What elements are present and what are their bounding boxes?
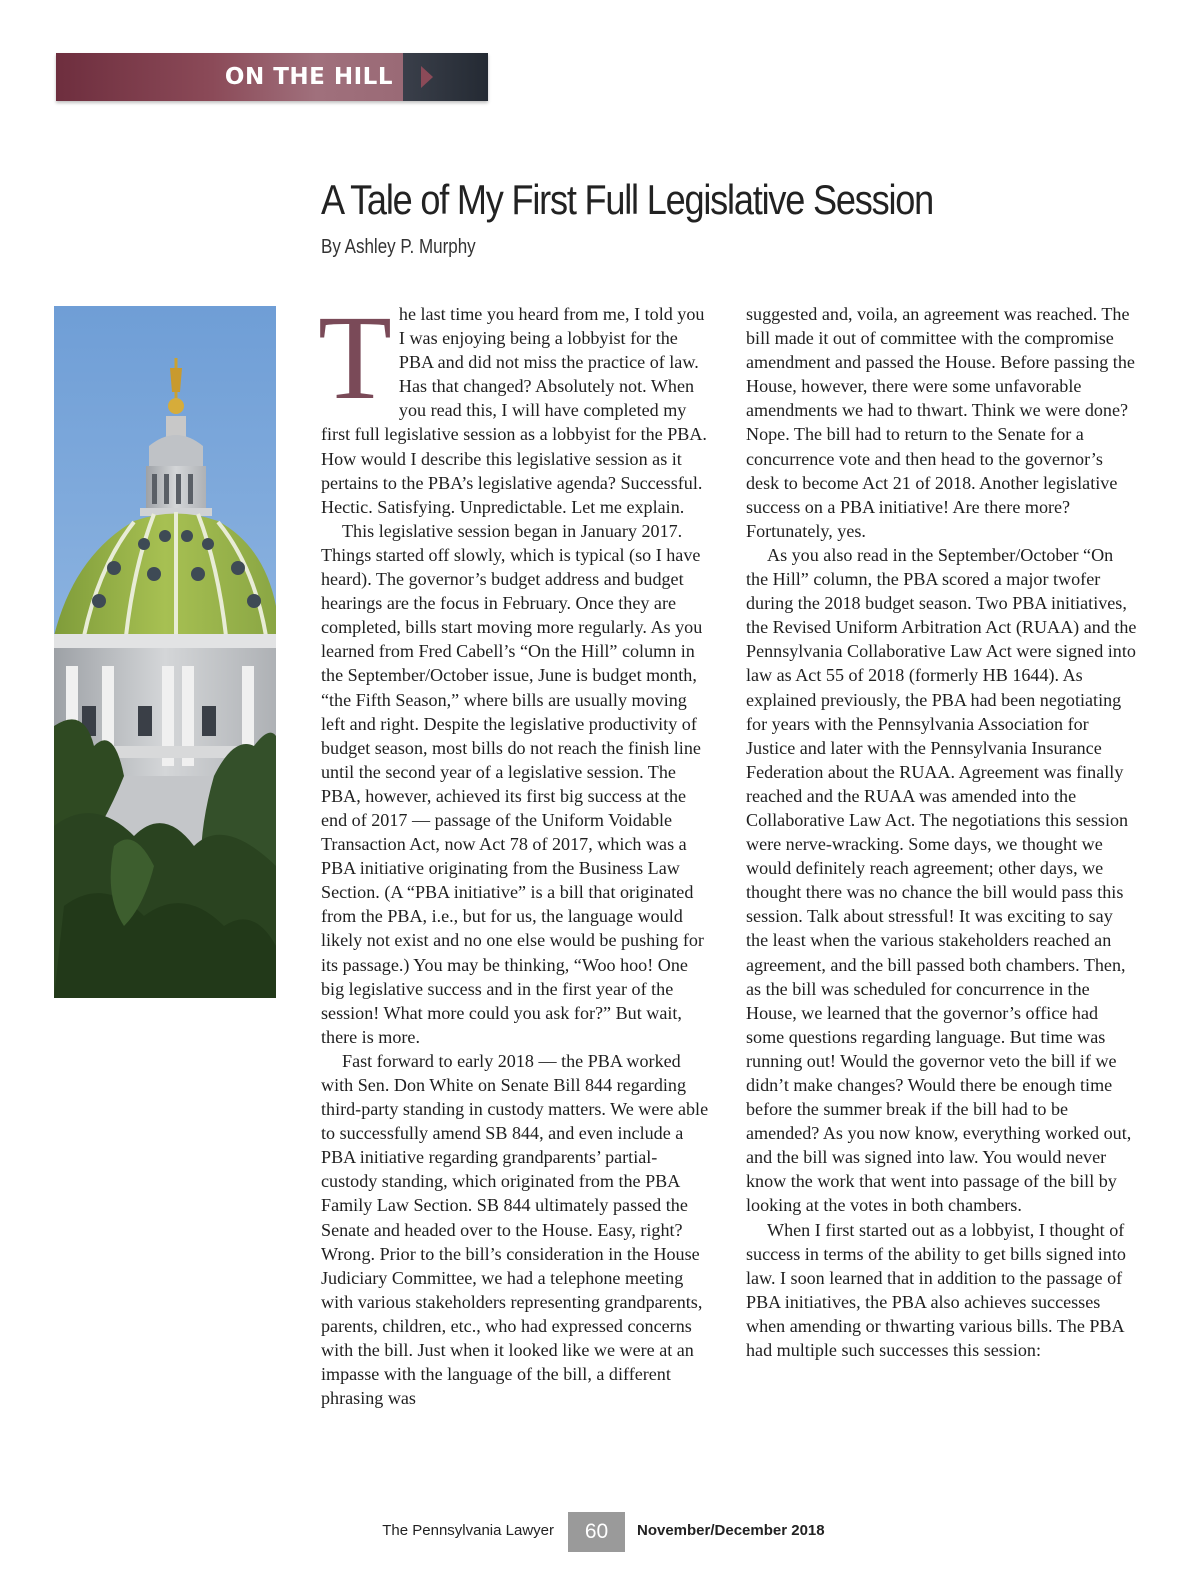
article-byline: By Ashley P. Murphy bbox=[321, 236, 476, 258]
article-title: A Tale of My First Full Legislative Session bbox=[321, 176, 934, 223]
article-column-left bbox=[318, 291, 713, 1410]
section-banner-tab bbox=[403, 53, 488, 101]
article-paragraph: This legislative session began in January 2017. Things started off slowly, which is typical (so I have heard). The governor’s budget address and budget hearings are the focus in February. Once they are completed, bills start moving more regularly. As you learned from Fred Cabell’s “On the Hill” column in the September/October issue, June is budget month, “the Fifth Season,” where bills are usually moving left and right. Despite the legislative productivity of budget season, most bills do not reach the finish line until the second year of a legislative session. The PBA, however, achieved its first big success at the end of 2017 — passage of the Uniform Voidable Transaction Act, now Act 78 of 2017, which was a PBA initiative originating from the Business Law Section. (A “PBA initiative” is a bill that originated from the PBA, i.e., but for us, the language would likely not exist and no one else would be pushing for its passage.) You may be thinking, “Woo hoo! One big legislative success and in the first year of the session! What more could you ask for?” But wait, there is more. bbox=[321, 520, 704, 1047]
drop-cap: T bbox=[318, 291, 392, 425]
article-column-right bbox=[746, 302, 1138, 1362]
page-footer bbox=[0, 1512, 1200, 1552]
article-paragraph-text: he last time you heard from me, I told you I was enjoying being a lobbyist for the PBA and did not miss the practice of law. Has that changed? Absolutely not. When you read this, I will have completed my first full legislative session as a lobbyist for the PBA. How would I describe this legislative session as it pertains to the PBA’s legislative agenda? Successful. Hectic. Satisfying. Unpredictable. Let me explain. bbox=[321, 304, 707, 517]
page-number: 60 bbox=[568, 1512, 625, 1552]
article-paragraph: When I first started out as a lobbyist, I thought of success in terms of the ability to get bills signed into law. I soon learned that in addition to the passage of PBA initiatives, the PBA also achieves successes when amending or thwarting various bills. The PBA had multiple such successes this session: bbox=[746, 1219, 1126, 1361]
article-paragraph: As you also read in the September/October “On the Hill” column, the PBA scored a major twofer during the 2018 budget season. Two PBA initiatives, the Revised Uniform Arbitration Act (RUAA) and the Pennsylvania Collaborative Law Act were signed into law as Act 55 of 2018 (formerly HB 1644). As explained previously, the PBA had been negotiating for years with the Pennsylvania Association for Justice and later with the Pennsylvania Insurance Federation about the RUAA. Agreement was finally reached and the RUAA was amended into the Collaborative Law Act. The negotiations this session were nerve-wracking. Some days, we thought we would definitely reach agreement; other days, we thought there was no chance the bill would pass this session. Talk about stressful! It was exciting to say the least when the various stakeholders reached an agreement, and the bill passed both chambers. Then, as the bill was scheduled for concurrence in the House, we learned that the governor’s office had some questions regarding language. But time was running out! Would the governor veto the bill if we didn’t make changes? Would there be enough time before the summer break if the bill had to be amended? As you now know, everything worked out, and the bill was signed into law. You would never know the work that went into passage of the bill by looking at the votes in both chambers. bbox=[746, 544, 1137, 1216]
section-banner-main bbox=[56, 53, 403, 101]
article-paragraph bbox=[318, 291, 713, 519]
issue-date: November/December 2018 bbox=[637, 1522, 825, 1539]
capitol-dome-photo bbox=[54, 306, 276, 998]
section-label: ON THE HILL bbox=[224, 64, 393, 90]
section-banner bbox=[56, 53, 488, 101]
article-paragraph: Fast forward to early 2018 — the PBA worked with Sen. Don White on Senate Bill 844 regarding third-party standing in custody matters. We were able to successfully amend SB 844, and even include a PBA initiative regarding grandparents’ partial-custody standing, which originated from the PBA Family Law Section. SB 844 ultimately passed the Senate and headed over to the House. Easy, right? Wrong. Prior to the bill’s consideration in the House Judiciary Committee, we had a telephone meeting with various stakeholders representing grandparents, parents, children, etc., who had expressed concerns with the bill. Just when it looked like we were at an impasse with the language of the bill, a different phrasing was bbox=[321, 1050, 709, 1409]
article-paragraph: suggested and, voila, an agreement was reached. The bill made it out of committee with the compromise amendment and passed the House. Before passing the House, however, there were some unfavorable amendments we had to thwart. Think we were done? Nope. The bill had to return to the Senate for a concurrence vote and then head to the governor’s desk to become Act 21 of 2018. Another legislative success on a PBA initiative! Are there more? Fortunately, yes. bbox=[746, 304, 1135, 541]
arrow-right-icon bbox=[421, 66, 433, 88]
publication-name: The Pennsylvania Lawyer bbox=[382, 1522, 554, 1539]
